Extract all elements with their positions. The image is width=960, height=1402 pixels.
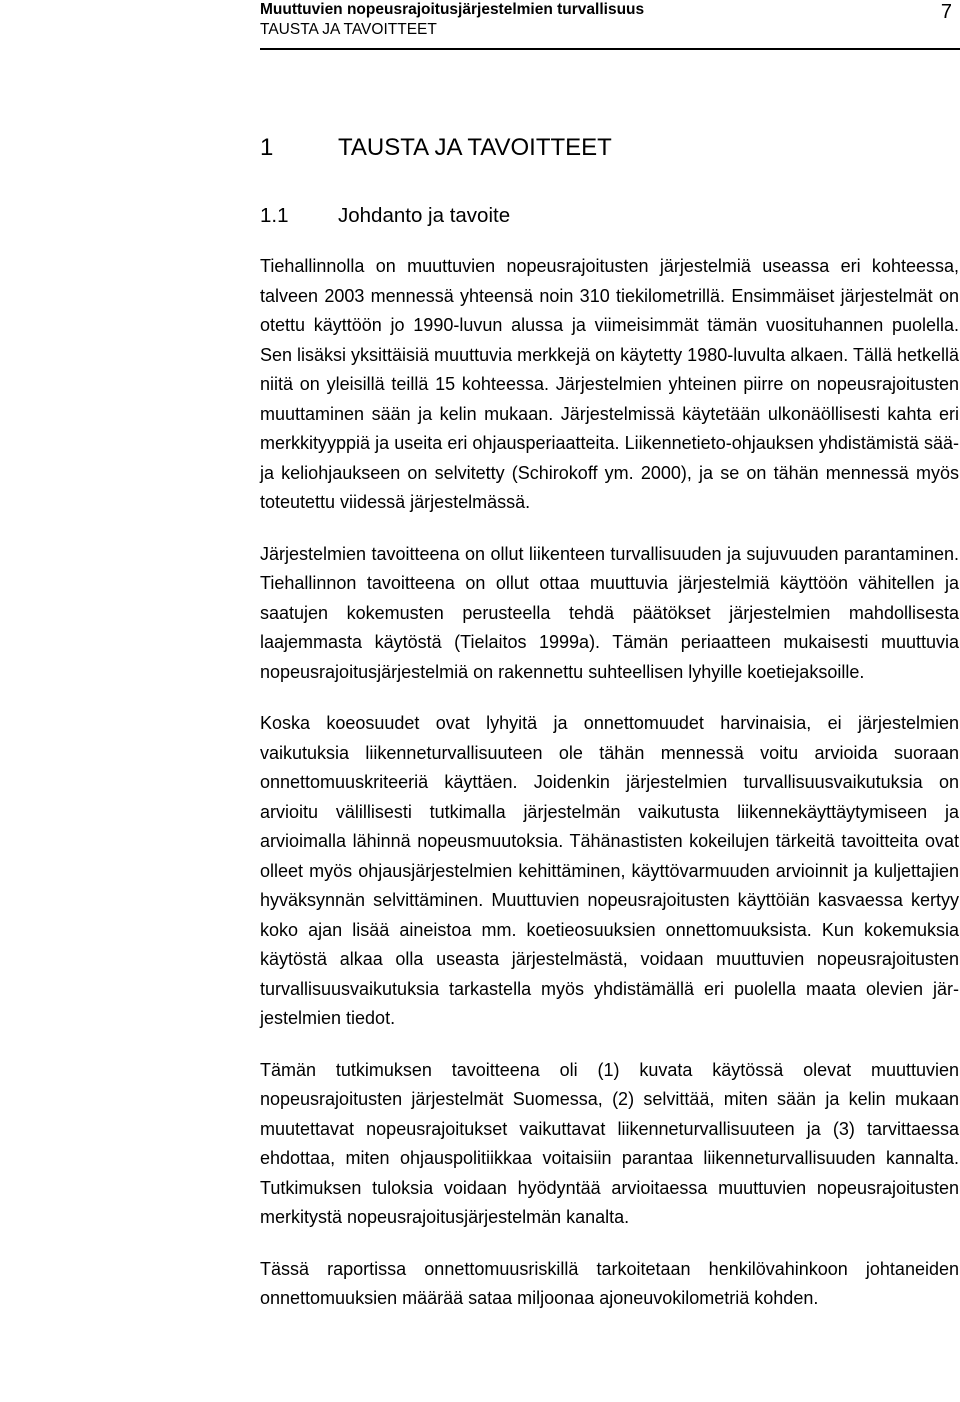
running-header-title: Muuttuvien nopeusrajoitusjärjestelmien turvallisuus	[260, 1, 645, 18]
body-paragraph: Tässä raportissa onnettomuusriskillä tarkoitetaan henkilövahinkoon johtaneiden onnettomuuksien määrää sataa miljoonaa ajoneuvokilometriä kohden.	[260, 1258, 959, 1308]
page-header	[260, 0, 960, 50]
paragraph-list	[260, 252, 959, 1314]
body-paragraph: Tiehallinnolla on muuttuvien nopeusrajoitusten järjestelmiä useassa eri kohteessa, talveen 2003 mennessä yhteensä noin 310 tiekilometrillä. Ensimmäiset järjestelmät on otettu käyttöön jo 1990-luvun alussa ja viimeisimmät tämän vuosituhannen puolella. Sen lisäksi yksittäisiä muuttuvia merkkejä on käytetty 1980-luvulta alkaen. Tällä hetkellä niitä on yleisillä teillä 15 kohteessa. Järjestelmien yhteinen piirre on nopeusrajoitusten muuttaminen sään ja kelin mukaan. Järjestelmissä käytetään ulkonäöllisesti kahta eri merkkityyppiä ja useita eri ohjausperiaatteita. Liikennetieto-ohjauksen yhdistämistä sää- ja keliohjaukseen on selvitetty (Schirokoff ym. 2000), ja se on tähän mennessä myös toteutettu viidessä järjestelmässä.	[260, 256, 960, 512]
section-heading	[260, 202, 959, 230]
body-paragraph: Tämän tutkimuksen tavoitteena oli (1) kuvata käytössä olevat muuttuvien nopeusrajoitusten järjestelmät Suomessa, (2) selvittää, miten sään ja kelin mukaan muutettavat nopeusrajoitukset vaikuttavat liikenneturvallisuuteen ja (3) tarvittaessa ehdottaa, miten ohjauspolitiikkaa voitaisiin parantaa liikenneturvallisuuden kannalta. Tutkimuksen tuloksia voidaan hyödyntää arvioitaessa muuttuvien nopeusrajoitusten merkitystä nopeusrajoitusjärjestelmän kanalta.	[260, 1059, 959, 1227]
running-header-subtitle: TAUSTA JA TAVOITTEET	[260, 21, 437, 38]
document-body	[260, 132, 959, 1336]
section-number: 1.1	[260, 204, 289, 227]
chapter-heading	[260, 132, 959, 164]
section-title: Johdanto ja tavoite	[338, 204, 511, 227]
body-paragraph: Koska koeosuudet ovat lyhyitä ja onnettomuudet harvinaisia, ei järjestelmien vaikutuksia liikenneturvallisuuteen ole tähän mennessä voitu arvioida suoraan onnettomuuskriteeriä käyttäen. Joidenkin järjestelmien turvallisuusvaikutuksia on arvioitu välillisesti tutkimalla järjestelmän vaikutusta liikennekäyttäytymiseen ja arvioimalla lähinnä nopeusmuutoksia. Tähänastisten kokeilujen tärkeitä tavoitteita ovat olleet myös ohjausjärjestelmien kehittäminen, käyttövarmuuden arvioinnit ja kuljettajien hyväksynnän selvittäminen. Muuttuvien nopeusrajoitusten käyttöiän kasvaessa kertyy koko ajan lisää aineistoa mm. koetieosuuksien onnettomuuksista. Kun kokemuksia käytöstä alkaa olla useasta järjestelmästä, voidaan muuttuvien nopeusrajoitusten turvallisuusvaikutuksia tarkastella myös yhdistämällä eri puolella maata olevien järjestelmien tiedot.	[260, 713, 959, 1028]
chapter-title: TAUSTA JA TAVOITTEET	[338, 134, 612, 161]
page-number: 7	[940, 1, 952, 23]
body-paragraph: Järjestelmien tavoitteena on ollut liikenteen turvallisuuden ja sujuvuuden parantaminen. Tiehallinnon tavoitteena on ollut ottaa muuttuvia järjestelmiä käyttöön vähitellen ja saatujen kokemusten perusteella tehdä päätökset järjestelmien mahdollisesta laajemmasta käytöstä (Tielaitos 1999a). Tämän periaatteen mukaisesti muuttuvia nopeusrajoitusjärjestelmiä on rakennettu suhteellisen lyhyille koetiejaksoille.	[260, 543, 959, 682]
chapter-number: 1	[260, 134, 274, 161]
